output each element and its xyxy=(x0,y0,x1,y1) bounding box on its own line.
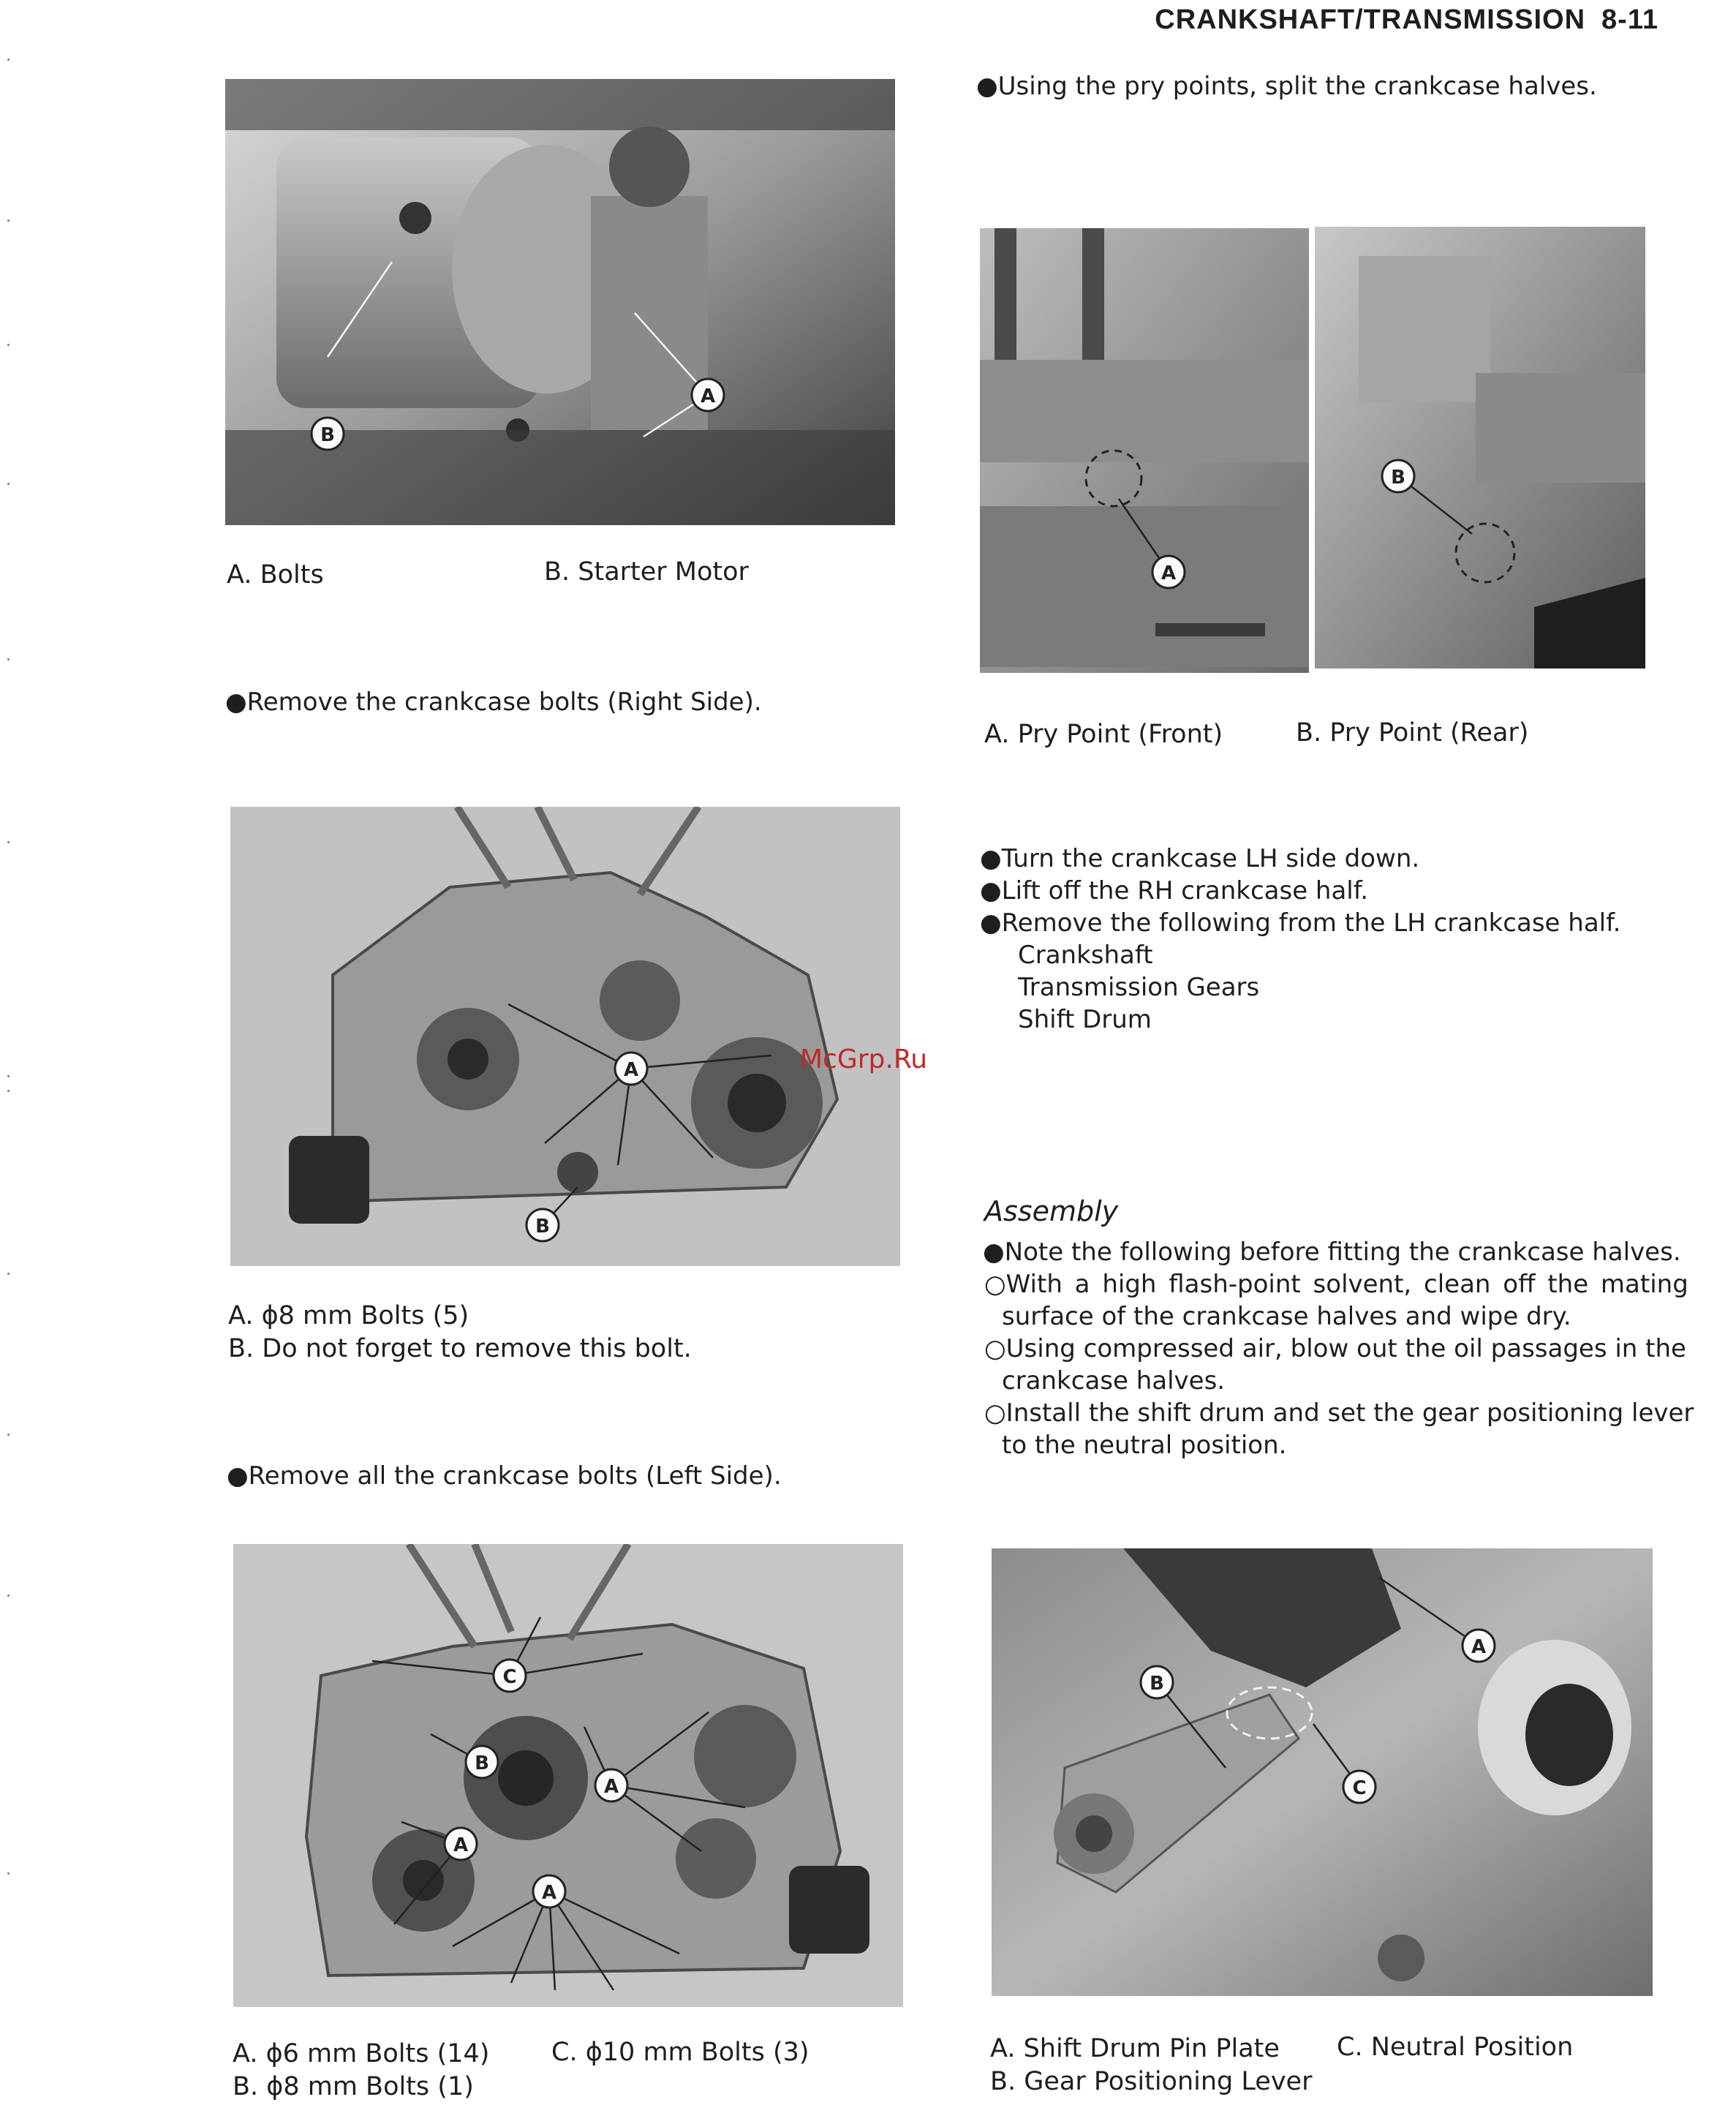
caption-10mm-bolts: C. ϕ10 mm Bolts (3) xyxy=(551,2038,809,2067)
svg-text:A: A xyxy=(453,1834,469,1856)
step-turn-lh-down: ●Turn the crankcase LH side down. xyxy=(980,844,1420,873)
photo-pry-point-rear xyxy=(1315,227,1645,669)
svg-text:A: A xyxy=(623,1059,639,1081)
callout-b xyxy=(1382,460,1414,492)
caption-remove-this-bolt: B. Do not forget to remove this bolt. xyxy=(228,1334,692,1363)
svg-text:A: A xyxy=(1471,1636,1487,1658)
caption-gear-positioning-lever: B. Gear Positioning Lever xyxy=(990,2067,1313,2096)
assembly-install-shift-drum-cont: to the neutral position. xyxy=(1002,1431,1287,1460)
step-remove-from-lh: ●Remove the following from the LH crankcase half. xyxy=(980,908,1621,938)
section-title: CRANKSHAFT/TRANSMISSION xyxy=(1155,4,1586,35)
caption-pry-point-front: A. Pry Point (Front) xyxy=(984,720,1223,749)
svg-text:A: A xyxy=(541,1882,557,1904)
part-crankshaft: Crankshaft xyxy=(1018,941,1153,970)
part-transmission-gears: Transmission Gears xyxy=(1018,973,1260,1002)
svg-text:C: C xyxy=(1352,1777,1367,1799)
callout-a xyxy=(533,1875,565,1908)
caption-6mm-bolts: A. ϕ6 mm Bolts (14) xyxy=(233,2039,490,2068)
callout-a xyxy=(595,1769,627,1801)
photo-crankcase-right-side xyxy=(230,807,900,1266)
assembly-blow-out-cont: crankcase halves. xyxy=(1002,1366,1226,1396)
caption-8mm-bolt: B. ϕ8 mm Bolts (1) xyxy=(233,2072,474,2101)
callout-b xyxy=(527,1209,559,1241)
svg-text:B: B xyxy=(320,424,335,446)
callout-a xyxy=(445,1828,477,1860)
svg-text:B: B xyxy=(535,1216,550,1238)
watermark: McGrp.Ru xyxy=(800,1044,928,1074)
svg-text:A: A xyxy=(700,385,716,407)
svg-text:C: C xyxy=(502,1666,517,1688)
step-split-crankcase: ●Using the pry points, split the crankcase halves. xyxy=(976,72,1597,101)
photo-starter-motor xyxy=(225,79,895,525)
part-shift-drum: Shift Drum xyxy=(1018,1005,1152,1034)
step-remove-bolts-left: ●Remove all the crankcase bolts (Left Side). xyxy=(227,1461,782,1491)
caption-bolts: A. Bolts xyxy=(227,560,324,590)
svg-text:B: B xyxy=(475,1752,489,1774)
caption-shift-drum-pin-plate: A. Shift Drum Pin Plate xyxy=(990,2034,1280,2063)
photo-shift-drum xyxy=(992,1548,1653,1996)
svg-text:A: A xyxy=(603,1776,619,1798)
caption-neutral-position: C. Neutral Position xyxy=(1337,2033,1574,2062)
callout-a xyxy=(692,379,724,411)
step-lift-rh-half: ●Lift off the RH crankcase half. xyxy=(980,876,1369,905)
callout-a xyxy=(615,1052,647,1085)
photo-crankcase-left-side xyxy=(233,1544,903,2007)
svg-text:B: B xyxy=(1391,467,1405,489)
caption-starter-motor: B. Starter Motor xyxy=(544,557,749,587)
callout-a xyxy=(1152,556,1185,588)
svg-text:A: A xyxy=(1161,562,1177,584)
section-heading-assembly: Assembly xyxy=(984,1195,1119,1227)
assembly-blow-out: ○Using compressed air, blow out the oil passages in the xyxy=(984,1334,1686,1363)
step-remove-bolts-right: ●Remove the crankcase bolts (Right Side). xyxy=(225,688,762,717)
callout-b xyxy=(1141,1666,1173,1698)
page-number: 8-11 xyxy=(1601,4,1658,35)
svg-text:B: B xyxy=(1150,1673,1164,1695)
callout-c xyxy=(494,1660,526,1692)
caption-pry-point-rear: B. Pry Point (Rear) xyxy=(1296,718,1529,747)
assembly-note: ●Note the following before fitting the crankcase halves. xyxy=(983,1238,1681,1267)
photo-pry-point-front xyxy=(980,228,1309,673)
callout-b xyxy=(312,418,344,450)
page-header xyxy=(1155,4,1658,36)
callout-a xyxy=(1463,1630,1495,1662)
assembly-clean-surface-cont: surface of the crankcase halves and wipe dry. xyxy=(1002,1302,1571,1331)
callout-c xyxy=(1343,1771,1375,1803)
callout-b xyxy=(466,1746,498,1778)
assembly-clean-surface: ○With a high flash-point solvent, clean off the mating xyxy=(984,1270,1688,1299)
assembly-install-shift-drum: ○Install the shift drum and set the gear positioning lever xyxy=(984,1398,1694,1428)
caption-8mm-bolts: A. ϕ8 mm Bolts (5) xyxy=(228,1301,469,1330)
